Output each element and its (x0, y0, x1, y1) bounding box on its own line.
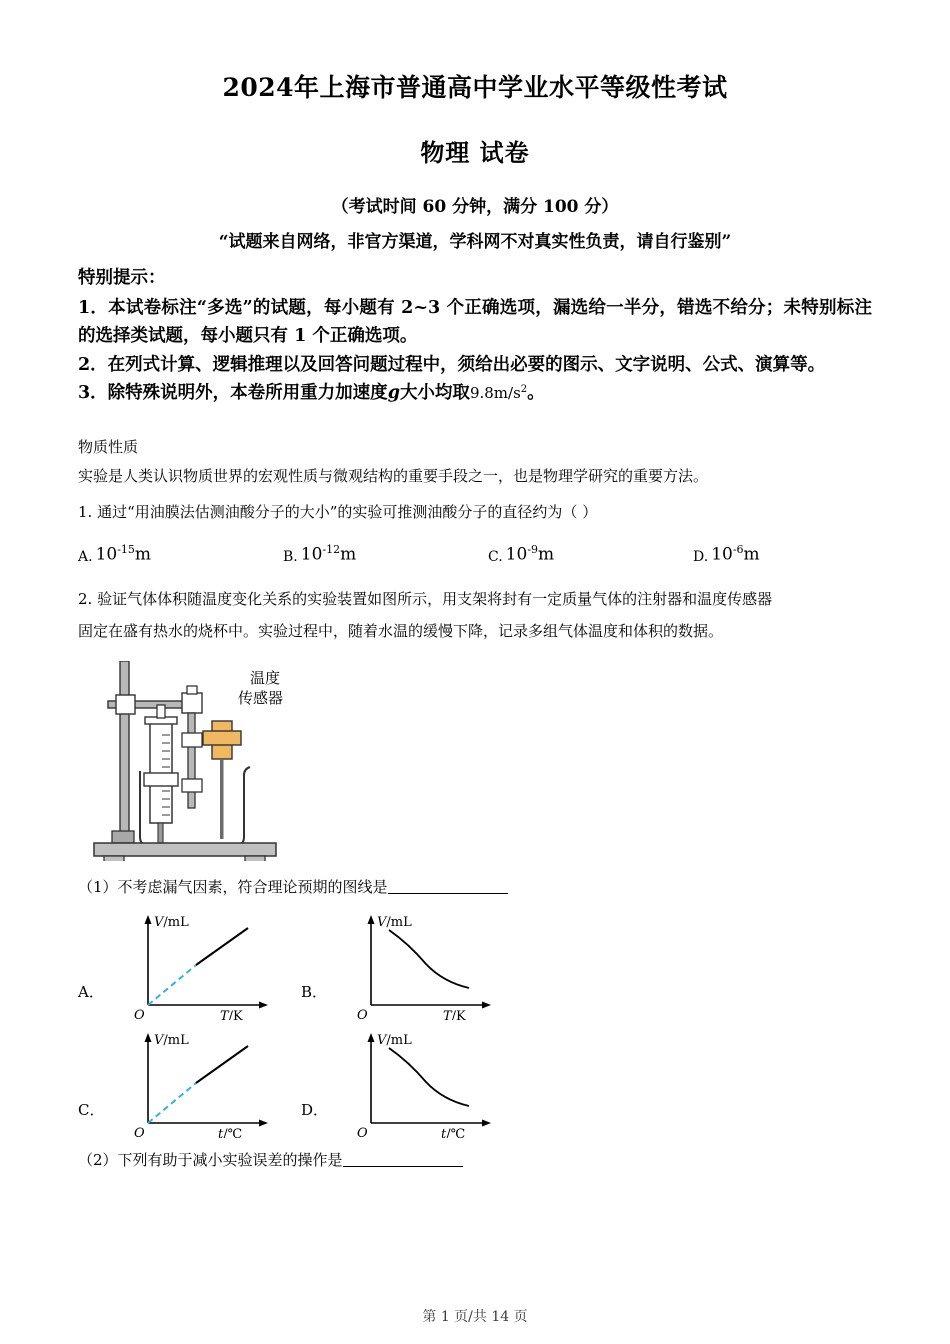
graph-c-dashed-extension (148, 1083, 196, 1123)
option-b-exponent: -12 (322, 542, 341, 556)
option-d-unit: m (743, 544, 760, 565)
graph-option-d-letter: D． (301, 1100, 329, 1119)
graph-c-plot (108, 1028, 283, 1138)
notice-item-3-mid: 大小均取 (399, 382, 470, 403)
subject-title: 物理 试卷 (420, 137, 530, 167)
section-label: 物质性质 (78, 438, 139, 457)
option-c[interactable] (488, 543, 693, 565)
graph-c-x-arrow-icon (259, 1119, 268, 1126)
stand-base-plate-icon (94, 843, 276, 856)
option-c-unit: m (538, 544, 555, 565)
graph-c-y-label: V/mL (154, 1032, 189, 1048)
graph-d-plot (331, 1028, 506, 1138)
option-b-unit: m (340, 544, 357, 565)
graph-a-plot (108, 910, 283, 1020)
graph-b-x-arrow-icon (482, 1001, 491, 1008)
notice-item-3 (78, 379, 872, 407)
notice-item-3-prefix: 3．除特殊说明外，本卷所用重力加速度 (78, 382, 388, 403)
option-c-exponent: -9 (527, 542, 539, 556)
graph-a-x-arrow-icon (259, 1001, 268, 1008)
clamp-knob-icon (187, 686, 197, 694)
mid-clamp-icon (182, 733, 202, 747)
graph-a-origin-label: O (134, 1007, 145, 1020)
question-2-sub-1-text: （1）不考虑漏气因素，符合理论预期的图线是 (78, 878, 388, 897)
graph-c-x-label: t/℃ (218, 1126, 243, 1138)
option-d-value (711, 543, 759, 565)
sensor-label-line-2: 传感器 (238, 689, 284, 708)
graph-a-x-label: T/K (220, 1008, 243, 1020)
graph-option-a[interactable] (78, 910, 283, 1020)
option-d-letter: D. (693, 548, 709, 565)
question-1-options (78, 527, 872, 565)
graph-option-b[interactable] (301, 910, 506, 1020)
graph-option-a-letter: A． (78, 982, 104, 1001)
sensor-label-line-1: 温度 (250, 669, 281, 688)
graph-c-origin-label: O (134, 1125, 145, 1138)
stand-foot-left-icon (104, 856, 124, 861)
graph-option-d[interactable] (301, 1028, 506, 1138)
graph-b-plot (331, 910, 506, 1020)
graph-d-y-label: V/mL (377, 1032, 412, 1048)
question-2-sub-1 (78, 865, 872, 902)
notice-item-1: 1．本试卷标注“多选”的试题，每小题有 2~3 个正确选项，漏选给一半分，错选不给分；未特别标注的选择类试题，每小题只有 1 个正确选项。 (78, 297, 872, 347)
stand-rod-icon (120, 661, 129, 839)
question-2-stem-line-2: 固定在盛有热水的烧杯中。实验过程中，随着水温的缓慢下降，记录多组气体温度和体积的数据。 (78, 621, 724, 640)
graph-d-x-label: t/℃ (441, 1126, 466, 1138)
graph-b-origin-label: O (357, 1007, 368, 1020)
syringe-clamp-icon (144, 773, 178, 786)
option-d-base: 10 (711, 544, 733, 565)
clamp-block-left-icon (116, 695, 135, 714)
page-number: 第 1 页/共 14 页 (422, 1309, 528, 1325)
question-2-stem-line-1: 2. 验证气体体积随温度变化关系的实验装置如图所示，用支架将封有一定质量气体的注射器和温度传感器 (78, 589, 773, 608)
section-intro: 实验是人类认识物质世界的宏观性质与微观结构的重要手段之一，也是物理学研究的重要方法。 (78, 466, 709, 485)
disclaimer-notice: “试题来自网络，非官方渠道，学科网不对真实性负责，请自行鉴别” (218, 231, 732, 252)
gravity-value-exponent: 2 (520, 383, 528, 395)
graph-a-dashed-extension (148, 965, 196, 1005)
question-1-stem: 1. 通过“用油膜法估测油酸分子的大小”的实验可推测油酸分子的直径约为（ ） (78, 502, 598, 521)
option-b-base: 10 (300, 544, 323, 565)
graph-d-origin-label: O (357, 1125, 368, 1138)
graph-options-row-1 (78, 910, 872, 1020)
exam-meta: （考试时间 60 分钟，满分 100 分） (331, 196, 619, 217)
graph-c-y-arrow-icon (145, 1033, 152, 1042)
apparatus-figure (78, 647, 872, 865)
option-c-letter: C. (488, 548, 503, 565)
gas-law-apparatus-diagram (90, 661, 350, 861)
stand-base-collar-icon (112, 831, 134, 843)
graph-b-y-label: V/mL (377, 914, 412, 930)
option-a-value (96, 543, 151, 565)
graph-a-y-arrow-icon (145, 915, 152, 924)
special-notice-block (78, 252, 872, 408)
question-2-sub-2-text: （2）下列有助于减小实验误差的操作是 (78, 1150, 343, 1169)
graph-rows-gap (78, 1020, 872, 1028)
syringe-needle-icon (158, 823, 163, 845)
clamp-block-right-icon (182, 693, 202, 713)
lower-clamp-icon (182, 779, 202, 792)
option-a-letter: A. (78, 548, 93, 565)
option-a[interactable] (78, 543, 283, 565)
graph-d-data-curve (389, 1048, 469, 1106)
stand-foot-right-icon (245, 856, 265, 861)
temperature-sensor-collar-icon (203, 731, 241, 745)
graph-a-data-line (196, 928, 248, 965)
graph-d-x-arrow-icon (482, 1119, 491, 1126)
option-a-exponent: -15 (117, 542, 135, 556)
page-footer (0, 1306, 950, 1326)
option-a-unit: m (134, 544, 152, 565)
option-c-base: 10 (505, 544, 528, 565)
graph-d-y-arrow-icon (368, 1033, 375, 1042)
graph-b-x-label: T/K (443, 1008, 466, 1020)
syringe-plunger-icon (157, 705, 165, 718)
answer-blank-2[interactable] (343, 1166, 463, 1167)
option-d-exponent: -6 (732, 542, 744, 556)
temperature-sensor-probe-icon (220, 759, 224, 839)
question-2-block (78, 565, 872, 648)
graph-option-b-letter: B． (301, 982, 328, 1001)
page-title: 2024年上海市普通高中学业水平等级性考试 (222, 73, 728, 102)
notice-item-3-suffix: 。 (527, 382, 545, 403)
notice-heading: 特别提示： (78, 267, 166, 288)
gravity-value-base: 9.8m/s (469, 383, 521, 402)
graph-c-data-line (196, 1046, 248, 1083)
option-d[interactable] (693, 543, 760, 565)
graph-option-c[interactable] (78, 1028, 283, 1138)
descending-rod-icon (188, 713, 195, 808)
option-a-base: 10 (95, 544, 118, 565)
answer-blank-1[interactable] (388, 893, 508, 894)
option-b-value (301, 543, 356, 565)
graph-options-row-2 (78, 1028, 872, 1138)
graph-options-grid (78, 902, 872, 1138)
graph-option-c-letter: C． (78, 1100, 105, 1119)
option-c-value (506, 543, 554, 565)
graph-b-y-arrow-icon (368, 915, 375, 924)
question-2-sub-2 (78, 1138, 872, 1175)
option-b[interactable] (283, 543, 488, 565)
option-b-letter: B. (283, 548, 298, 565)
gravity-symbol: g (387, 382, 400, 403)
notice-item-2: 2．在列式计算、逻辑推理以及回答问题过程中，须给出必要的图示、文字说明、公式、演算等。 (78, 354, 826, 375)
gravity-value (470, 384, 527, 402)
graph-a-y-label: V/mL (154, 914, 189, 930)
graph-b-data-curve (389, 930, 469, 988)
